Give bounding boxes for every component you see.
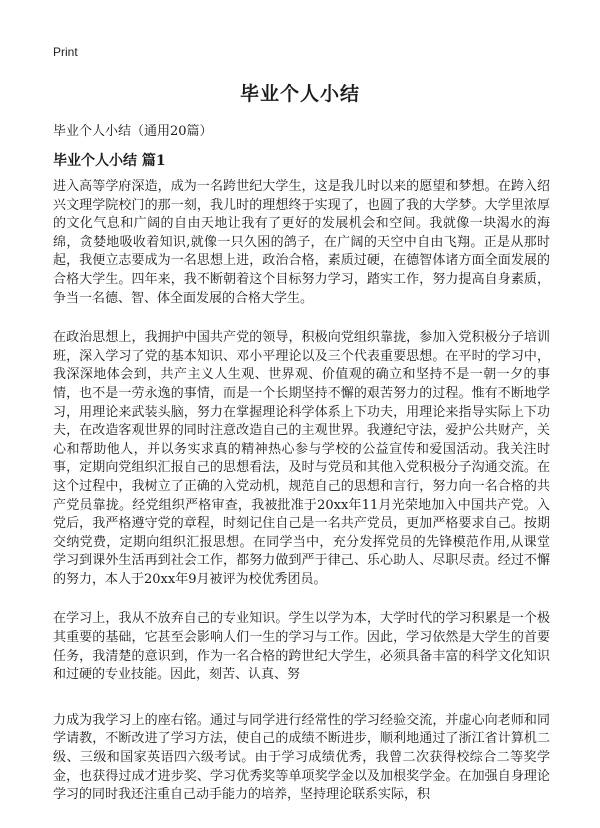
document-body xyxy=(53,178,550,826)
page-title: 毕业个人小结 xyxy=(239,83,360,105)
section-heading: 毕业个人小结 篇1 xyxy=(53,153,166,169)
paragraph-intro: 进入高等学府深造，成为一名跨世纪大学生，这是我儿时以来的愿望和梦想。在跨入绍兴文理学院校门的那一刻，我儿时的理想终于实现了，也圆了我的大学梦。大学里浓厚的文化气息和广阔的自由天地让我有了更好的发展机会和空间。我就像一块渴水的海绵，贪婪地吸收着知识,就像一只久困的鸽子，在广阔的天空中自由飞翔。正是从那时起，我便立志要成为一名思想上进，政治合格，素质过硬，在德智体诸方面全面发展的合格大学生。四年来，我不断朝着这个目标努力学习，踏实工作，努力提高自身素质，争当一名德、智、体全面发展的合格大学生。 xyxy=(53,179,550,306)
print-link[interactable]: Print xyxy=(53,45,78,59)
paragraph-politics: 在政治思想上，我拥护中国共产党的领导，积极向党组织靠拢，参加入党积极分子培训班，深入学习了党的基本知识、邓小平理论以及三个代表重要思想。在平时的学习中，我深深地体会到，共产主义人生观、世界观、价值观的确立和坚持不是一朝一夕的事情，也不是一劳永逸的事情，而是一个长期坚持不懈的艰苦努力的过程。惟有不断地学习，用理论来武装头脑，努力在掌握理论科学体系上下功夫，用理论来指导实际上下功夫，在改造客观世界的同时注意改造自己的主观世界。我遵纪守法，爱护公共财产，关心和帮助他人，并以务实求真的精神热心参与学校的公益宣传和爱国活动。我关注时事，定期向党组织汇报自己的思想看法，及时与党员和其他入党积极分子沟通交流。在这个过程中，我树立了正确的入党动机，规范自己的思想和言行，努力向一名合格的共产党员靠拢。经党组织严格审查，我被批准于20xx年11月光荣地加入中国共产党。入党后，我严格遵守党的章程，时刻记住自己是一名共产党员，更加严格要求自己。按期交纳党费，定期向组织汇报思想。在同学当中，充分发挥党员的先锋模范作用,从课堂学习到课外生活再到社会工作，都努力做到严于律己、乐心助人、尽职尽责。经过不懈的努力，本人于20xx年9月被评为校优秀团员。 xyxy=(53,330,550,587)
paragraph-study: 在学习上，我从不放弃自己的专业知识。学生以学为本，大学时代的学习积累是一个极其重要的基础，它甚至会影响人们一生的学习与工作。因此，学习依然是大学生的首要任务，我清楚的意识到，作为一名合格的跨世纪大学生，必须具备丰富的科学文化知识和过硬的专业技能。因此，刻苦、认真、努 xyxy=(53,611,550,683)
paragraph-study-continued: 力成为我学习上的座右铭。通过与同学进行经常性的学习经验交流，并虚心向老师和同学请教，不断改进了学习方法，使自己的成绩不断进步，顺利地通过了浙江省计算机二级、三级和国家英语四六级考试。由于学习成绩优秀，我曾二次获得校综合二等奖学金，也获得过成才进步奖、学习优秀奖等单项奖学金以及加根奖学金。在加强自身理论学习的同时我还注重自己动手能力的培养，坚持理论联系实际，积 xyxy=(53,712,550,803)
document-subtitle: 毕业个人小结（通用20篇） xyxy=(53,124,213,139)
